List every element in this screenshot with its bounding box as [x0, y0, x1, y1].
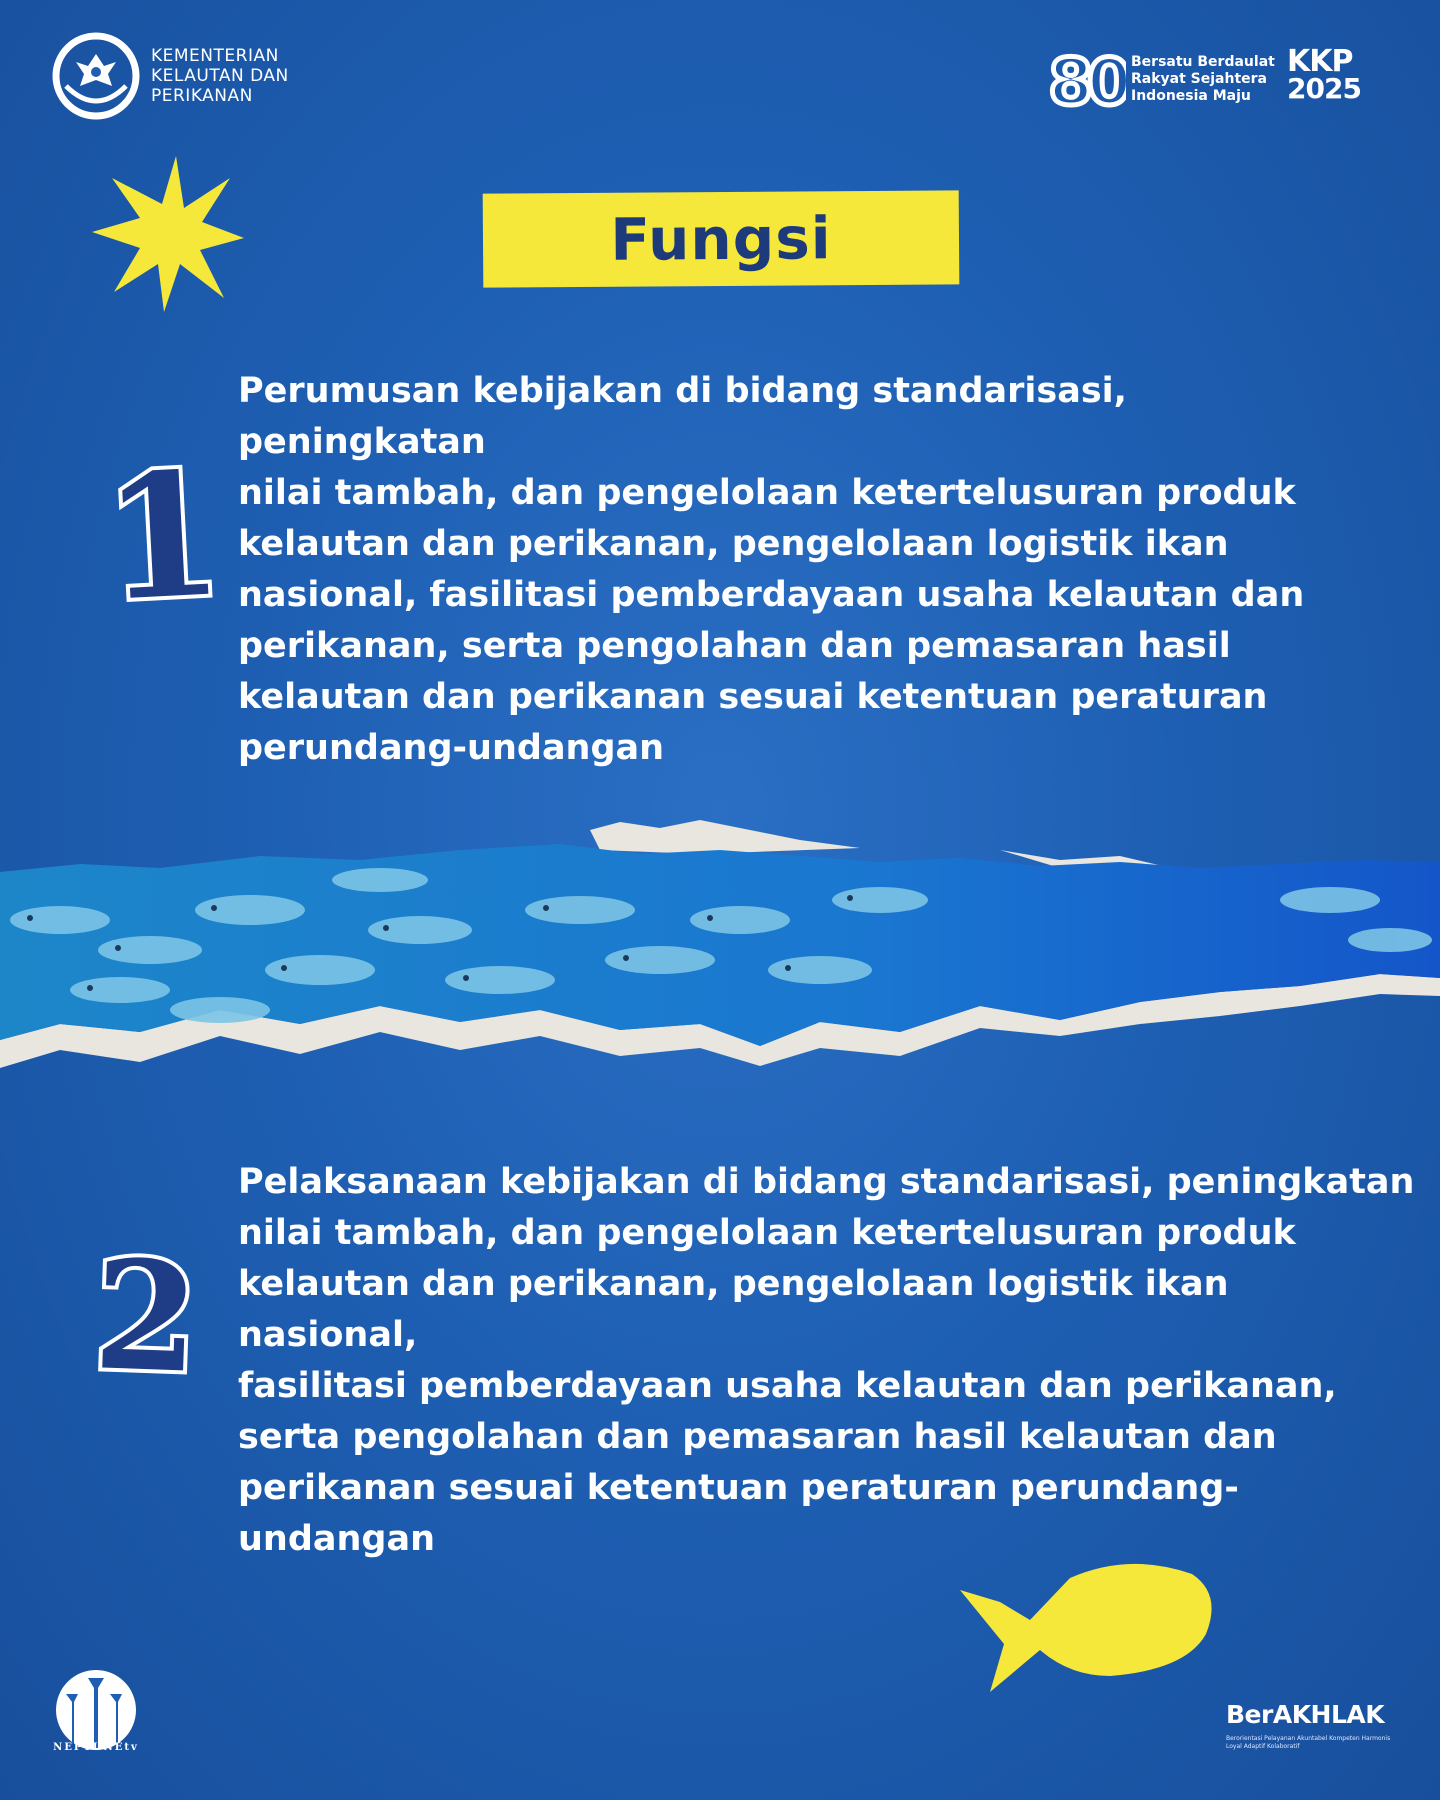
anniversary-logo	[1048, 46, 1126, 112]
tagline	[1131, 54, 1275, 105]
ministry-name-line: KEMENTERIAN	[151, 46, 279, 66]
item-number-2: 2	[90, 1227, 202, 1407]
ministry-name-line: KELAUTAN DAN	[151, 66, 289, 86]
page-title: Fungsi	[610, 204, 832, 274]
kkp-logo-text: KKP	[1287, 44, 1353, 79]
item-number-1: 1	[98, 434, 228, 640]
berakhlak-subtitle: Berorientasi Pelayanan Akuntabel Kompeten Harmonis Loyal Adaptif Kolaboratif	[1226, 1735, 1391, 1750]
ministry-logo-icon	[52, 32, 140, 120]
tagline-line: Rakyat Sejahtera	[1131, 71, 1268, 87]
ministry-name-line: PERIKANAN	[151, 86, 253, 106]
function-text-1: Perumusan kebijakan di bidang standarisasi, peningkatan nilai tambah, dan pengelolaan ketertelusuran produk kelautan dan perikanan, pengelolaan logistik ikan nasional, fasilitasi pemberdayaan usaha kelautan dan perikanan, serta pengolahan dan pemasaran hasil kelautan dan perikanan sesuai ketentuan peraturan perundang-undangan	[238, 371, 1305, 768]
tagline-line: Indonesia Maju	[1131, 88, 1251, 104]
anniversary-number: 80	[1048, 46, 1126, 112]
berakhlak-logo: BerAKHLAK	[1226, 1700, 1385, 1729]
tagline-line: Bersatu Berdaulat	[1131, 54, 1275, 70]
fish-school-image	[0, 810, 1440, 1100]
function-text-2: Pelaksanaan kebijakan di bidang standarisasi, peningkatan nilai tambah, dan pengelolaan ketertelusuran produk kelautan dan perikanan, pengelolaan logistik ikan nasional, fasilitasi pemberdayaan usaha kelautan dan perikanan, serta pengolahan dan pemasaran hasil kelautan dan perikanan sesuai ketentuan peraturan perundang-undangan	[238, 1162, 1415, 1559]
title-banner	[483, 190, 960, 287]
kkp-2025-logo	[1287, 44, 1387, 105]
starburst-icon	[92, 156, 252, 316]
neptune-label: NEPTUNEtv	[53, 1742, 139, 1753]
ministry-name	[151, 46, 289, 106]
kkp-logo-year: 2025	[1287, 72, 1361, 105]
fish-icon	[960, 1558, 1216, 1698]
